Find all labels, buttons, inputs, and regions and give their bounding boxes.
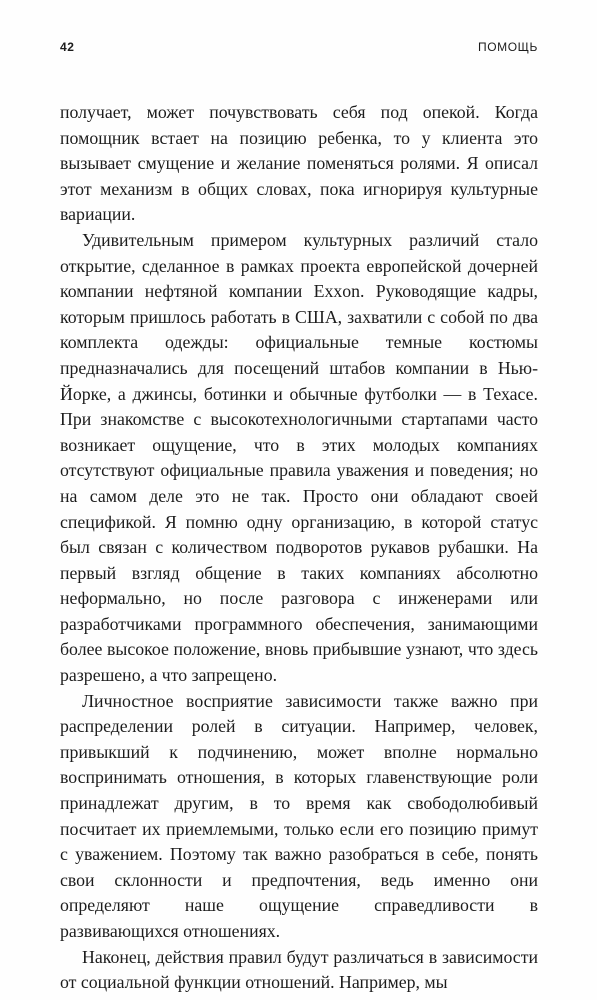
paragraph-1: получает, может почувствовать себя под опекой. Когда помощник встает на позицию ребенка, то у клиента это вызывает смущение и желание поменяться ролями. Я описал этот механизм в общих словах, пока игнорируя культурные вариации. xyxy=(60,102,538,225)
paragraph-2: Удивительным примером культурных различий стало открытие, сделанное в рамках проекта европейской дочерней компании нефтяной компании Exxon. Руководящие кадры, которым пришлось работать в США, захватили с собой по два комплекта одежды: официальные темные костюмы предназначались для посещений штабов компании в Нью-Йорке, а джинсы, ботинки и обычные футболки — в Техасе. При знакомстве с высокотехнологичными стартапами часто возникает ощущение, что в этих молодых компаниях отсутствуют официальные правила уважения и поведения; но на самом деле это не так. Просто они обладают своей спецификой. Я помню одну организацию, в которой статус был связан с количеством подворотов рукавов рубашки. На первый взгляд общение в таких компаниях абсолютно неформально, но после разговора с инженерами или разработчиками программного обеспечения, занимающими более высокое положение, вновь прибывшие узнают, что здесь разрешено, а что запрещено. xyxy=(60,229,538,686)
page-number: 42 xyxy=(60,40,75,54)
running-head: ПОМОЩЬ xyxy=(477,40,538,54)
paragraph-4: Наконец, действия правил будут различаться в зависимости от социальной функции отношений. Например, мы xyxy=(60,946,538,993)
page-header xyxy=(60,40,538,60)
paragraph-3: Личностное восприятие зависимости также важно при распределении ролей в ситуации. Например, человек, привыкший к подчинению, может вполне нормально воспринимать отношения, в которых главенствующие роли принадлежат другим, в то время как свободолюбивый посчитает их приемлемыми, только если его позицию примут с уважением. Поэтому так важно разобраться в себе, понять свои склонности и предпочтения, ведь именно они определяют наше ощущение справедливости в развивающихся отношениях. xyxy=(60,690,538,941)
body-text xyxy=(60,100,538,996)
